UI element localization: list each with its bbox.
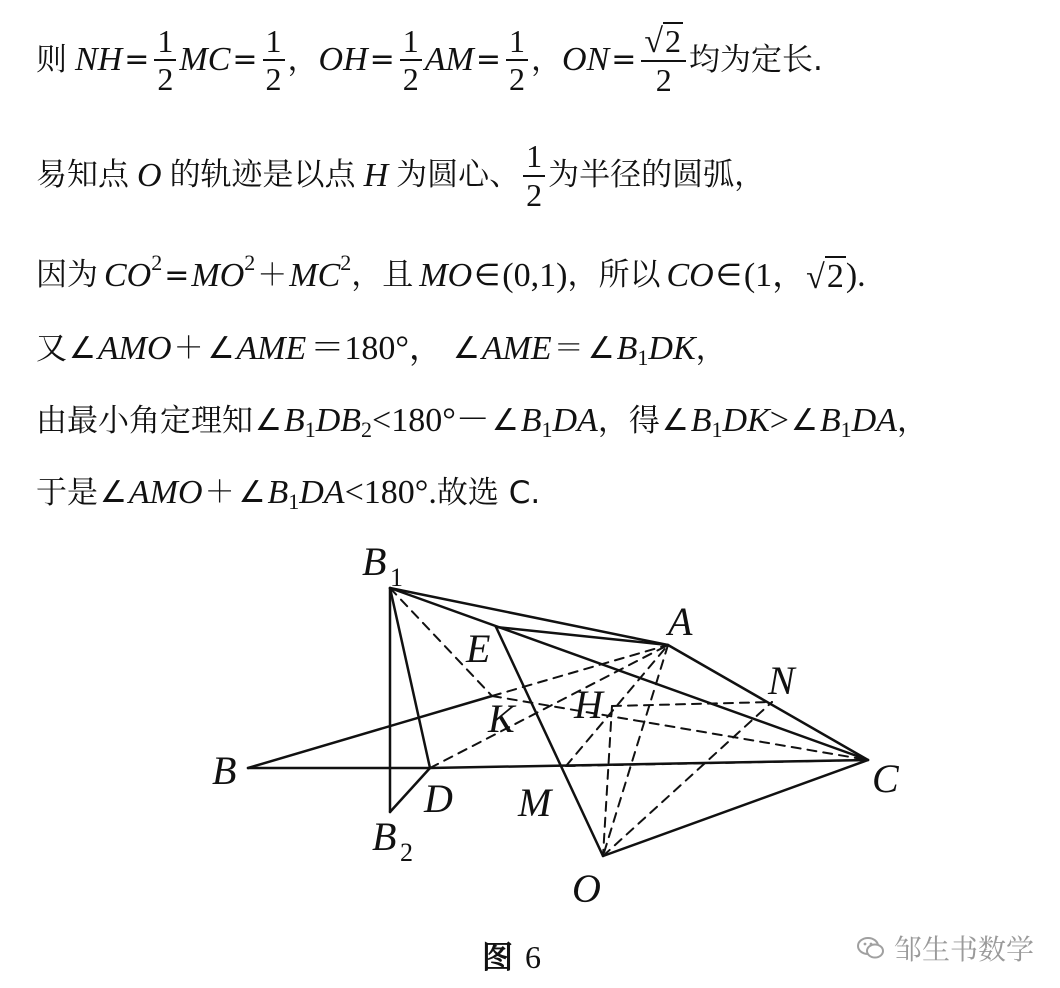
superscript: 2 (340, 249, 352, 275)
angle-sign: ∠ (587, 331, 615, 366)
text-seg: ，所以 (567, 257, 661, 294)
var-CO: CO (666, 256, 714, 294)
watermark-text: 邹生书数学 (893, 933, 1034, 966)
frac-den: 2 (509, 61, 525, 98)
var-MO: MO (419, 256, 473, 294)
plus-sign: ＋ (257, 257, 288, 293)
var-B: B (690, 402, 712, 439)
frac-den: 2 (655, 61, 672, 98)
var-MC: MC (289, 256, 341, 294)
subscript: 1 (840, 417, 852, 442)
radicand: 2 (826, 258, 844, 295)
label-B1: B (362, 539, 387, 584)
var-DK: DK (648, 330, 696, 367)
var-DA: DA (552, 402, 598, 439)
var-B: B (283, 402, 305, 439)
watermark (856, 928, 1034, 968)
angle-sign: ∠ (790, 403, 818, 438)
wechat-icon (856, 933, 886, 963)
fraction-half-3 (400, 23, 422, 99)
text-line-1 (36, 22, 823, 99)
var-O: O (137, 156, 162, 194)
comma: ， (695, 330, 727, 367)
text-line-5 (36, 402, 928, 442)
frac-den: 2 (402, 61, 419, 98)
text-seg: 又 (36, 330, 67, 367)
edge-O-C (603, 760, 868, 856)
label-B2-sub: 2 (400, 838, 413, 867)
var-CO: CO (104, 256, 152, 294)
label-N: N (768, 658, 795, 703)
eq-sign: = (164, 257, 190, 293)
subscript: 1 (637, 345, 649, 370)
var-B: B (520, 402, 542, 439)
var-ON: ON (562, 41, 610, 79)
var-DA: DA (851, 402, 897, 439)
gt-sign: > (769, 402, 789, 439)
interval: (0,1) (502, 256, 568, 294)
var-AMO: AMO (97, 330, 172, 367)
edge-B-K (248, 696, 492, 768)
geometry-figure (0, 520, 1060, 920)
eq-sign: ＝ (553, 331, 584, 366)
text-seg: 为半径的圆弧， (548, 157, 766, 194)
frac-num: 1 (400, 23, 422, 62)
var-B: B (819, 402, 841, 439)
edge-B1-D (390, 588, 430, 768)
label-M: M (518, 780, 552, 825)
var-H: H (363, 156, 389, 194)
label-B2: B (372, 814, 397, 859)
frac-num (641, 22, 686, 62)
comma: ， (896, 402, 928, 439)
text-ze: 则 (36, 41, 67, 78)
figure-caption (482, 932, 541, 977)
text-seg: <180°－ (372, 402, 490, 439)
angle-sign: ∠ (452, 331, 480, 366)
text-seg: 的轨迹是以点 (169, 157, 356, 194)
text-seg: 因为 (36, 257, 98, 294)
text-seg: 故选 C. (436, 474, 541, 511)
subscript: 1 (304, 417, 316, 442)
label-H: H (574, 682, 603, 727)
eq-sign: = (232, 42, 258, 78)
angle-sign: ∠ (238, 475, 266, 510)
fraction-half-4 (506, 23, 528, 99)
frac-num: 1 (263, 23, 285, 62)
label-A: A (668, 599, 693, 644)
text-tail: 均为定长. (689, 41, 823, 78)
text-seg: ，得 (597, 402, 660, 439)
angle-sign: ∠ (69, 331, 96, 366)
text-line-4 (36, 330, 727, 370)
caption-label: 图 (482, 940, 513, 976)
eq-sign: = (475, 42, 501, 78)
fraction-sqrt2-over-2 (641, 22, 686, 99)
var-D: D (315, 402, 341, 439)
text-seg: <180°. (344, 474, 437, 511)
label-K: K (488, 696, 515, 741)
frac-num: 1 (523, 138, 545, 177)
text-seg: ，且 (351, 257, 414, 294)
edge-B1-A (390, 588, 668, 645)
text-seg: ＝180°， (310, 330, 443, 367)
label-B1-sub: 1 (390, 563, 403, 592)
fraction-half-5 (523, 138, 545, 214)
superscript: 2 (244, 249, 256, 275)
text-seg: 由最小角定理知 (36, 402, 253, 439)
frac-den: 2 (157, 61, 174, 98)
subscript: 1 (711, 417, 723, 442)
plus-sign: ＋ (204, 475, 235, 510)
angle-sign: ∠ (100, 475, 127, 510)
subscript: 1 (541, 417, 553, 442)
frac-den: 2 (526, 176, 543, 213)
var-B: B (340, 402, 362, 439)
var-DA: DA (299, 474, 345, 511)
dashed-O-N (603, 702, 772, 856)
var-DK: DK (722, 402, 770, 439)
text-seg: 于是 (36, 474, 98, 511)
text-line-3 (36, 249, 866, 297)
text-seg: 为圆心、 (396, 157, 521, 194)
interval-close: ). (845, 256, 866, 294)
label-C: C (872, 756, 899, 801)
frac-den: 2 (265, 61, 282, 98)
comma: ， (531, 41, 562, 78)
label-D: D (424, 776, 453, 821)
var-AME: AME (481, 330, 552, 367)
eq-sign: = (611, 42, 637, 78)
element-of: ∈ (474, 257, 501, 293)
plus-sign: ＋ (173, 331, 204, 366)
label-O: O (572, 866, 601, 911)
edge-B1-C (390, 588, 868, 760)
angle-sign: ∠ (661, 403, 689, 438)
var-AME: AME (236, 330, 307, 367)
angle-sign: ∠ (207, 331, 235, 366)
var-MO: MO (191, 256, 245, 294)
fraction-half-2 (263, 23, 285, 99)
frac-num: 1 (154, 23, 176, 62)
radicand: 2 (665, 23, 682, 59)
angle-sign: ∠ (255, 403, 282, 438)
var-MC: MC (179, 41, 231, 79)
label-E: E (466, 626, 491, 671)
fraction-half-1 (154, 23, 176, 99)
interval-open: (1， (743, 256, 807, 294)
var-OH: OH (318, 41, 368, 79)
subscript: 2 (361, 417, 373, 442)
text-line-2 (36, 138, 765, 214)
element-of: ∈ (715, 257, 742, 293)
var-NH: NH (75, 41, 123, 79)
subscript: 1 (288, 489, 300, 514)
sqrt-2b: √ 2 (806, 258, 844, 297)
var-B: B (267, 474, 289, 511)
eq-sign: = (369, 42, 395, 78)
text-line-6 (36, 474, 541, 514)
label-B: B (212, 748, 237, 793)
frac-num: 1 (506, 23, 528, 62)
comma: ， (287, 41, 319, 78)
var-B: B (616, 330, 638, 367)
var-AM: AM (424, 41, 474, 79)
eq-sign: = (124, 42, 150, 78)
dashed-H-N (612, 702, 772, 706)
sqrt-2: √ 2 (644, 23, 682, 61)
angle-sign: ∠ (491, 403, 519, 438)
text-seg: 易知点 (36, 157, 129, 194)
caption-number: 6 (525, 939, 541, 975)
var-AMO: AMO (128, 474, 203, 511)
superscript: 2 (151, 249, 163, 275)
